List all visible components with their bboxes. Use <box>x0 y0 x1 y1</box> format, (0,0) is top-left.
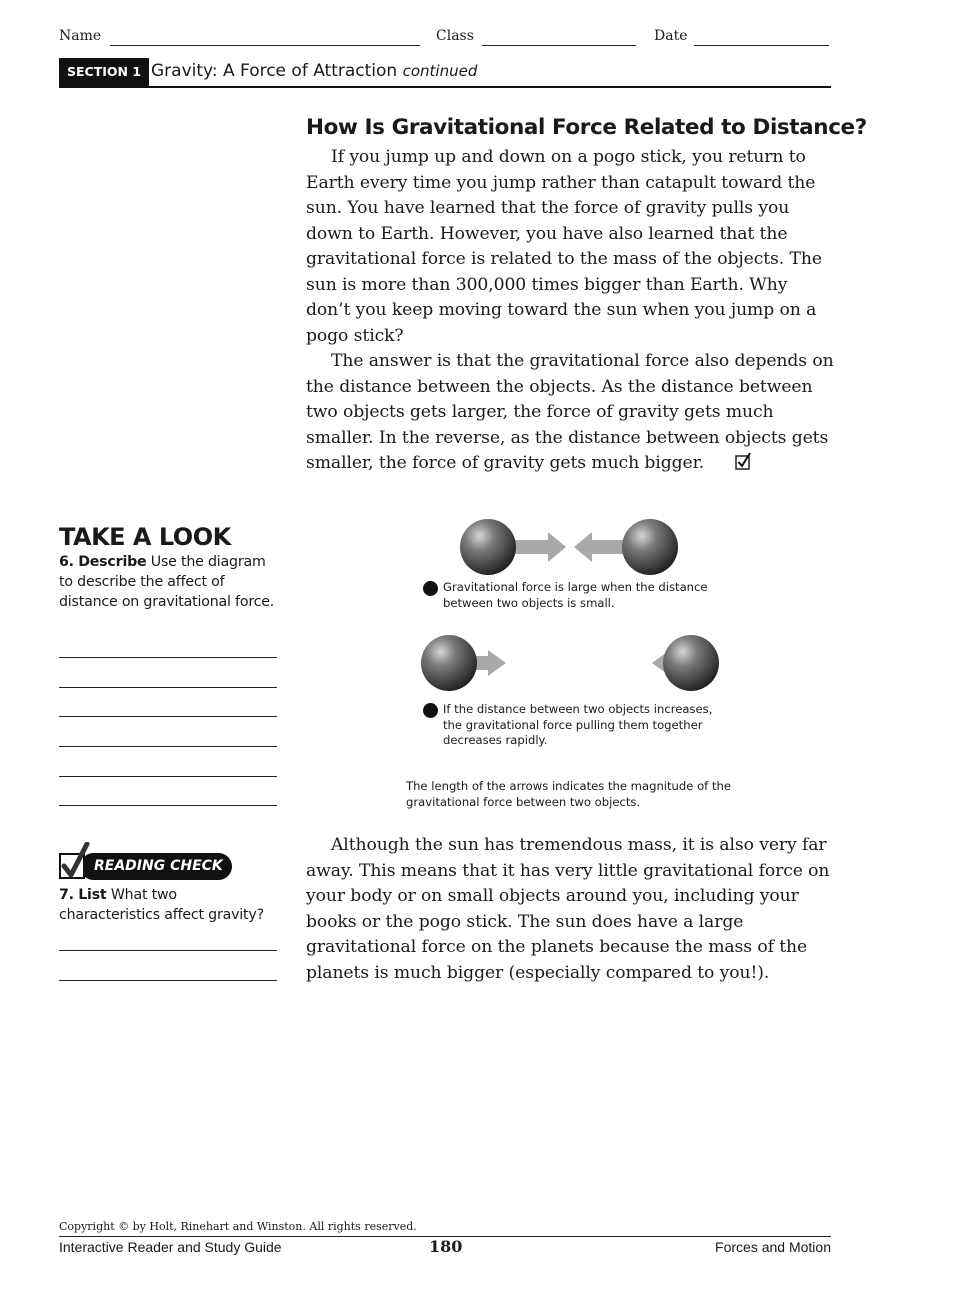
reading-check-label: READING CHECK <box>94 858 223 874</box>
name-label: Name <box>59 28 102 44</box>
answer-line-6-2[interactable] <box>59 687 277 688</box>
section-continued: continued <box>402 62 478 80</box>
answer-line-6-5[interactable] <box>59 776 277 777</box>
class-label: Class <box>436 28 474 44</box>
question-6 <box>59 552 279 612</box>
q6-text: Use the diagram to describe the affect of distance on gravitational force. <box>59 554 275 610</box>
diagram-art <box>400 510 740 810</box>
intro-text <box>306 145 836 479</box>
reading-check-checkmark-icon <box>58 842 94 882</box>
class-field-line[interactable] <box>482 45 636 46</box>
caption-1: Gravitational force is large when the distance between two objects is small. <box>443 580 708 610</box>
take-a-look-title: TAKE A LOOK <box>59 523 231 551</box>
footer-book-title: Interactive Reader and Study Guide <box>59 1239 282 1255</box>
q6-verb: Describe <box>78 554 147 570</box>
copyright: Copyright © by Holt, Rinehart and Winston. All rights reserved. <box>59 1220 417 1233</box>
sphere-top-right <box>622 519 678 575</box>
paragraph-2-text: The answer is that the gravitational force also depends on the distance between the objects. As the distance between two objects gets larger, the force of gravity gets much smaller. In the reverse, as the distance between objects gets smaller, the force of gravity gets much bigger. <box>306 351 834 473</box>
figure-note: The length of the arrows indicates the magnitude of the gravitational force between two objects. <box>406 779 731 809</box>
arrow-right-large <box>512 532 566 562</box>
sphere-bottom-right <box>663 635 719 691</box>
paragraph-1: If you jump up and down on a pogo stick, you return to Earth every time you jump rather than catapult toward the sun. You have learned that the force of gravity pulls you down to Earth. However, you have also learned that the gravitational force is related to the mass of the objects. The sun is more than 300,000 times bigger than Earth. Why don’t you keep moving toward the sun when you jump on a pogo stick? <box>306 147 822 346</box>
answer-line-6-6[interactable] <box>59 805 277 806</box>
arrow-right-small <box>472 650 506 676</box>
reading-check-badge <box>80 853 232 880</box>
question-7 <box>59 885 279 925</box>
closing-text <box>306 833 836 986</box>
caption-1-bullet <box>423 581 438 596</box>
date-field-line[interactable] <box>694 45 829 46</box>
paragraph-2 <box>306 349 836 479</box>
answer-line-6-4[interactable] <box>59 746 277 747</box>
q7-number: 7. <box>59 887 74 903</box>
date-label: Date <box>654 28 688 44</box>
answer-line-7-1[interactable] <box>59 950 277 951</box>
q6-number: 6. <box>59 554 74 570</box>
name-field-line[interactable] <box>110 45 420 46</box>
caption-2-bullet <box>423 703 438 718</box>
section-header <box>59 58 831 88</box>
answer-line-6-1[interactable] <box>59 657 277 658</box>
answer-line-6-3[interactable] <box>59 716 277 717</box>
section-badge: SECTION 1 <box>59 58 149 86</box>
q7-text: What two characteristics affect gravity? <box>59 887 264 923</box>
sphere-top-left <box>460 519 516 575</box>
caption-2: If the distance between two objects increases, the gravitational force pulling them together decreases rapidly. <box>443 702 713 747</box>
paragraph-3: Although the sun has tremendous mass, it is also very far away. This means that it has very little gravitational force on your body or on small objects around you, including your books or the pogo stick. The sun does have a large gravitational force on the planets because the mass of the planets is much bigger (especially compared to you!). <box>306 835 830 983</box>
reading-check-icon <box>710 452 752 479</box>
sphere-bottom-left <box>421 635 477 691</box>
footer-chapter: Forces and Motion <box>715 1239 831 1255</box>
section-heading: How Is Gravitational Force Related to Distance? <box>306 115 867 140</box>
answer-line-7-2[interactable] <box>59 980 277 981</box>
page-number: 180 <box>429 1237 463 1256</box>
section-title-text: Gravity: A Force of Attraction <box>151 61 398 81</box>
gravity-distance-diagram <box>400 510 740 810</box>
arrow-left-large <box>574 532 628 562</box>
section-title <box>151 58 477 84</box>
q7-verb: List <box>78 887 107 903</box>
